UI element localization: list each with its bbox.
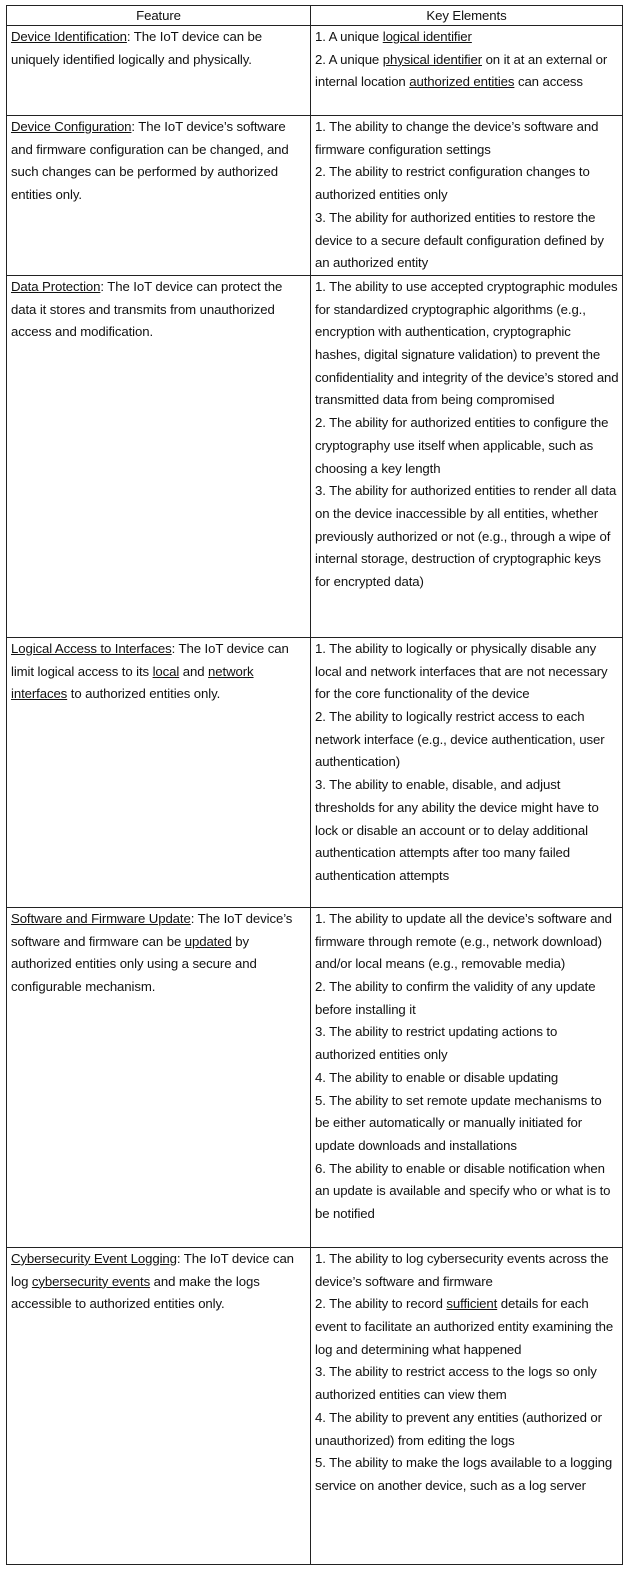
key-element: 1. The ability to logically or physically disable any local and network interfaces that are not necessary for the core functionality of the device bbox=[315, 640, 608, 702]
key-element: 3. The ability to restrict updating actions to authorized entities only bbox=[315, 1024, 558, 1063]
table-row bbox=[7, 116, 623, 276]
feature-desc: : The IoT device can protect the data it stores and transmits from unauthorized access and modification. bbox=[11, 278, 283, 340]
feature-name: Data Protection bbox=[11, 278, 101, 294]
feature-desc: : The IoT device can log bbox=[11, 1250, 294, 1289]
key-element: 1. The ability to use accepted cryptographic modules for standardized cryptographic algorithms (e.g., encryption with authentication, cryptographic hashes, digital signature validation) to prevent the confidentiality and integrity of the device’s stored and transmitted data from being compromised bbox=[315, 278, 619, 408]
term-link: authorized entities bbox=[409, 74, 515, 90]
feature-desc: to authorized entities only. bbox=[67, 686, 221, 702]
key-element: 2. The ability to restrict configuration changes to authorized entities only bbox=[315, 164, 590, 203]
table-row bbox=[7, 26, 623, 116]
elements-cell bbox=[311, 907, 623, 1247]
feature-cell bbox=[7, 26, 311, 116]
term-link: network interfaces bbox=[11, 663, 254, 702]
key-element: 4. The ability to enable or disable updating bbox=[315, 1069, 559, 1085]
element-text: 2. A unique bbox=[315, 51, 383, 67]
feature-name: Cybersecurity Event Logging bbox=[11, 1250, 177, 1266]
key-element: 6. The ability to enable or disable notification when an update is available and specify who or what is to be notified bbox=[315, 1160, 611, 1222]
key-element: 5. The ability to make the logs available to a logging service on another device, such as a log server bbox=[315, 1455, 613, 1493]
term-link: physical identifier bbox=[382, 51, 482, 67]
feature-cell bbox=[7, 907, 311, 1247]
key-element: 3. The ability for authorized entities to render all data on the device inaccessible by all entities, whether previously authorized or not (e.g., through a wipe of internal storage, destruction of cryptographic keys for encrypted data) bbox=[315, 483, 617, 590]
feature-cell bbox=[7, 637, 311, 907]
table-row bbox=[7, 275, 623, 637]
element-text: details for each event to facilitate an authorized entity examining the log and determining what happened bbox=[315, 1296, 614, 1357]
key-element: 2. The ability to logically restrict access to each network interface (e.g., device authentication, user authentication) bbox=[315, 709, 605, 770]
elements-cell bbox=[311, 637, 623, 907]
header-key-elements: Key Elements bbox=[311, 6, 623, 26]
term-link: updated bbox=[184, 933, 232, 949]
feature-desc: : The IoT device’s software and firmware can be bbox=[11, 910, 293, 949]
element-text: can access bbox=[514, 74, 583, 90]
feature-name: Device Identification bbox=[11, 29, 127, 44]
feature-cell bbox=[7, 116, 311, 276]
elements-cell bbox=[311, 26, 623, 116]
key-element: 1. The ability to change the device’s software and firmware configuration settings bbox=[315, 119, 599, 157]
key-element: 4. The ability to prevent any entities (authorized or unauthorized) from editing the logs bbox=[315, 1409, 602, 1448]
term-link: local bbox=[152, 663, 180, 679]
key-element: 3. The ability to restrict access to the logs so only authorized entities can view them bbox=[315, 1364, 597, 1403]
feature-desc: and make the logs accessible to authorized entities only. bbox=[11, 1273, 260, 1312]
element-text: 2. The ability to record bbox=[315, 1296, 447, 1312]
header-feature: Feature bbox=[7, 6, 311, 26]
feature-name: Logical Access to Interfaces bbox=[11, 640, 172, 656]
feature-desc: and bbox=[179, 663, 209, 679]
feature-table bbox=[6, 5, 623, 1565]
table-row bbox=[7, 907, 623, 1247]
key-element: 5. The ability to set remote update mechanisms to be either automatically or manually initiated for update downloads and installations bbox=[315, 1092, 602, 1153]
table-row bbox=[7, 637, 623, 907]
header-row bbox=[7, 6, 623, 26]
feature-cell bbox=[7, 1247, 311, 1564]
key-element bbox=[315, 1293, 619, 1361]
key-element bbox=[315, 49, 619, 94]
feature-desc: : The IoT device can limit logical access to its bbox=[11, 640, 289, 679]
feature-cell bbox=[7, 275, 311, 637]
feature-name: Device Configuration bbox=[11, 119, 132, 134]
feature-desc: : The IoT device’s software and firmware configuration can be changed, and such changes can be performed by authorized entities only. bbox=[11, 119, 289, 203]
element-text: 1. A unique bbox=[315, 29, 383, 44]
key-element bbox=[315, 26, 619, 49]
element-text: on it at an external or internal location bbox=[315, 51, 608, 90]
key-element: 2. The ability for authorized entities to configure the cryptography use itself when applicable, such as choosing a key length bbox=[315, 415, 609, 476]
table-row bbox=[7, 1247, 623, 1564]
elements-cell bbox=[311, 275, 623, 637]
elements-cell bbox=[311, 116, 623, 276]
term-link: sufficient bbox=[446, 1296, 498, 1312]
elements-cell bbox=[311, 1247, 623, 1564]
key-element: 2. The ability to confirm the validity of any update before installing it bbox=[315, 979, 596, 1017]
term-link: logical identifier bbox=[382, 29, 472, 44]
feature-name: Software and Firmware Update bbox=[11, 910, 191, 926]
key-element: 3. The ability to enable, disable, and adjust thresholds for any ability the device might have to lock or disable an account or to delay additional authentication attempts after too many failed authentication attempts bbox=[315, 777, 599, 883]
term-link: cybersecurity events bbox=[31, 1273, 151, 1289]
key-element: 1. The ability to update all the device’s software and firmware through remote (e.g., network download) and/or local means (e.g., removable media) bbox=[315, 910, 612, 972]
key-element: 1. The ability to log cybersecurity events across the device’s software and firmware bbox=[315, 1250, 609, 1289]
feature-desc: by authorized entities only using a secure and configurable mechanism. bbox=[11, 933, 257, 995]
key-element: 3. The ability for authorized entities to restore the device to a secure default configuration defined by an authorized entity bbox=[315, 209, 604, 271]
feature-desc: : The IoT device can be uniquely identified logically and physically. bbox=[11, 29, 262, 67]
